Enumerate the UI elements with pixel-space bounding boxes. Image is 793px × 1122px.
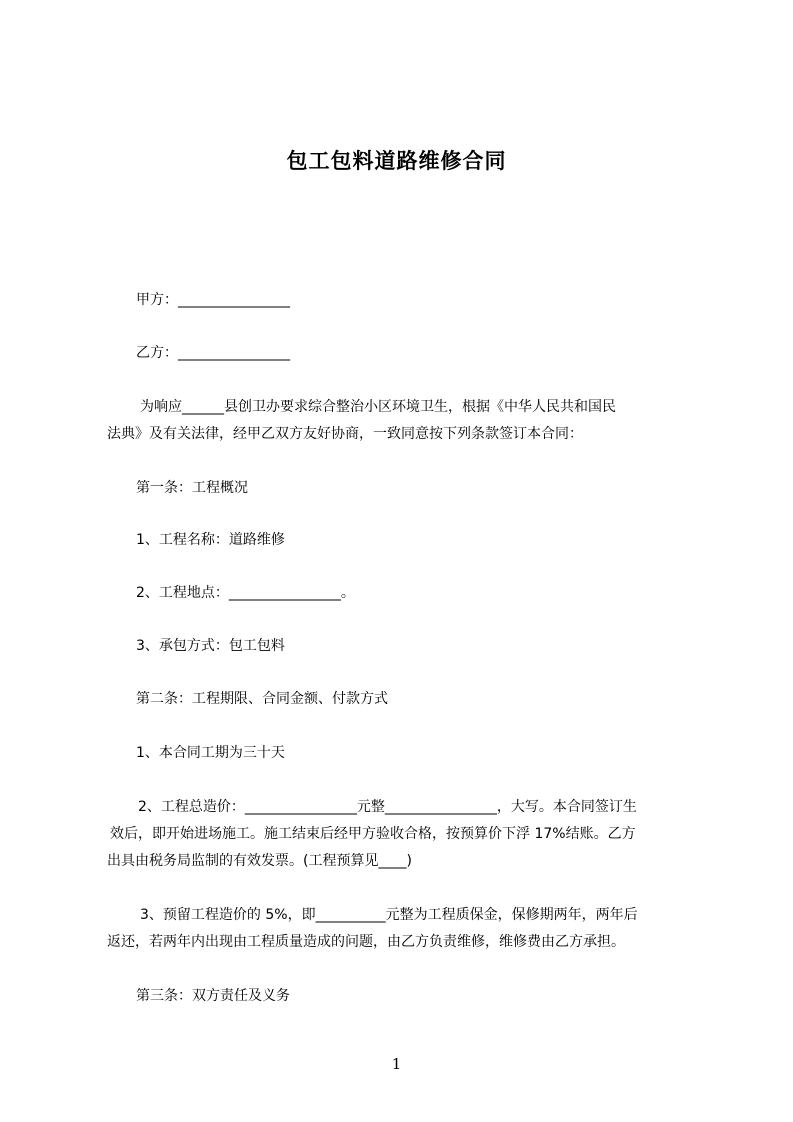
- article2-item-3-line-1: 3、预留工程造价的 5%，即__________元整为工程质保金，保修期两年，两年后: [140, 907, 638, 923]
- article1-item-3: 3、承包方式：包工包料: [136, 638, 285, 654]
- article2-item-2-line-3: 出具由税务局监制的有效发票。(工程预算见____): [107, 853, 412, 869]
- article2-heading: 第二条：工程期限、合同金额、付款方式: [136, 691, 388, 707]
- article1-heading: 第一条：工程概况: [136, 480, 248, 496]
- article3-heading: 第三条：双方责任及义务: [136, 988, 290, 1004]
- article2-item-2-line-2: 效后，即开始进场施工。施工结束后经甲方验收合格，按预算价下浮 17%结账。乙方: [110, 826, 636, 842]
- intro-line-1: 为响应______县创卫办要求综合整治小区环境卫生，根据《中华人民共和国民: [140, 399, 616, 415]
- page-title: 包工包料道路维修合同: [286, 149, 507, 173]
- article2-item-1: 1、本合同工期为三十天: [136, 745, 285, 761]
- page-number: 1: [391, 1055, 402, 1073]
- party-b-line: 乙方：________________: [136, 345, 290, 361]
- intro-line-2: 法典》及有关法律，经甲乙双方友好协商，一致同意按下列条款签订本合同：: [107, 426, 583, 442]
- article1-item-1: 1、工程名称：道路维修: [136, 532, 285, 548]
- party-a-line: 甲方：________________: [136, 292, 290, 308]
- article2-item-3-line-2: 返还，若两年内出现由工程质量造成的问题，由乙方负责维修，维修费由乙方承担。: [107, 934, 625, 950]
- article2-item-2-line-1: 2、工程总造价：________________元整________________，大写。本合同签订生: [138, 799, 637, 815]
- article1-item-2: 2、工程地点：________________。: [136, 585, 355, 601]
